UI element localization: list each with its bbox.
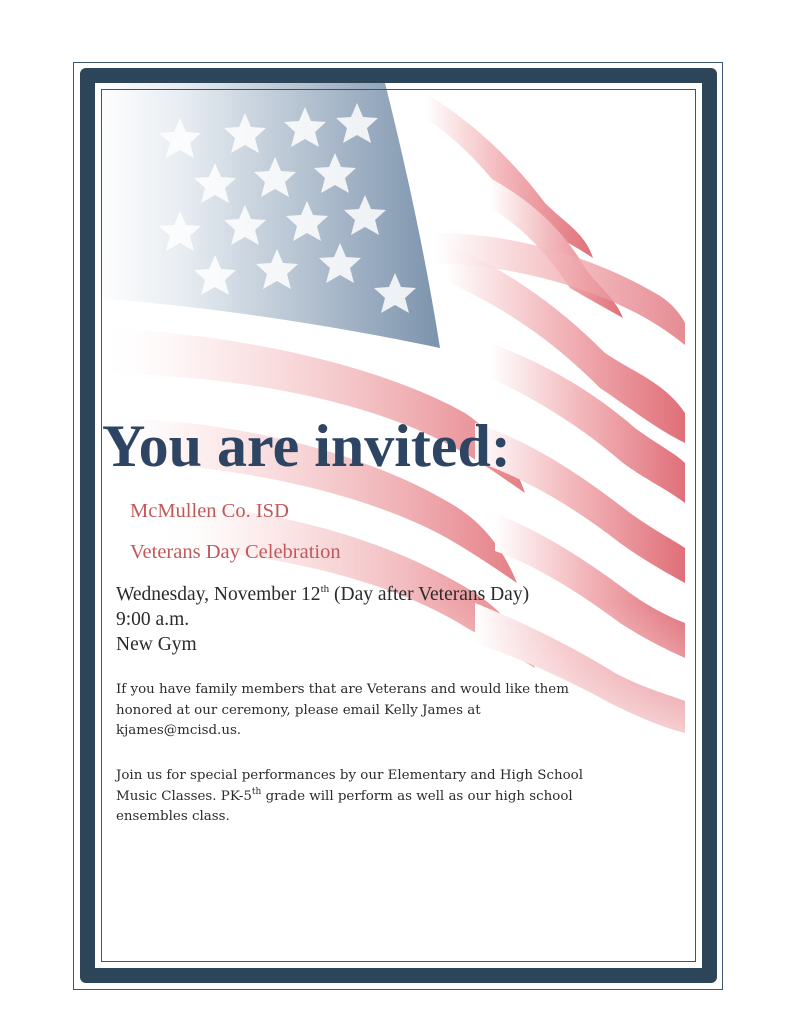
performance-paragraph-line — [116, 787, 583, 808]
event-name: Veterans Day Celebration — [130, 541, 341, 563]
performance-paragraph-line: Join us for special performances by our Elementary and High School — [116, 768, 583, 783]
performance-paragraph — [116, 766, 583, 828]
event-time: 9:00 a.m. — [116, 609, 190, 630]
event-details — [116, 582, 529, 657]
veterans-paragraph-line: honored at our ceremony, please email Kelly James at — [116, 702, 481, 718]
inner-border-rule — [101, 89, 696, 962]
page-frame — [80, 68, 717, 983]
event-location: New Gym — [116, 634, 197, 655]
event-date-ordinal: th — [320, 583, 330, 595]
performance-line2-prefix: Music Classes. PK-5 — [116, 788, 252, 804]
event-date — [116, 582, 529, 607]
performance-line2-suffix: grade will perform as well as our high school — [261, 788, 573, 804]
organization-name: McMullen Co. ISD — [130, 500, 289, 522]
contact-email: kjames@mcisd.us. — [116, 723, 242, 738]
performance-paragraph-line: ensembles class. — [116, 809, 230, 824]
invitation-headline: You are invited: — [102, 413, 511, 479]
veterans-paragraph-line: If you have family members that are Veterans and would like them — [116, 682, 569, 697]
event-date-text: Wednesday, November 12 — [116, 584, 321, 605]
performance-line2-ordinal: th — [251, 786, 262, 797]
event-date-note: (Day after Veterans Day) — [329, 584, 530, 605]
veterans-paragraph — [116, 680, 569, 742]
